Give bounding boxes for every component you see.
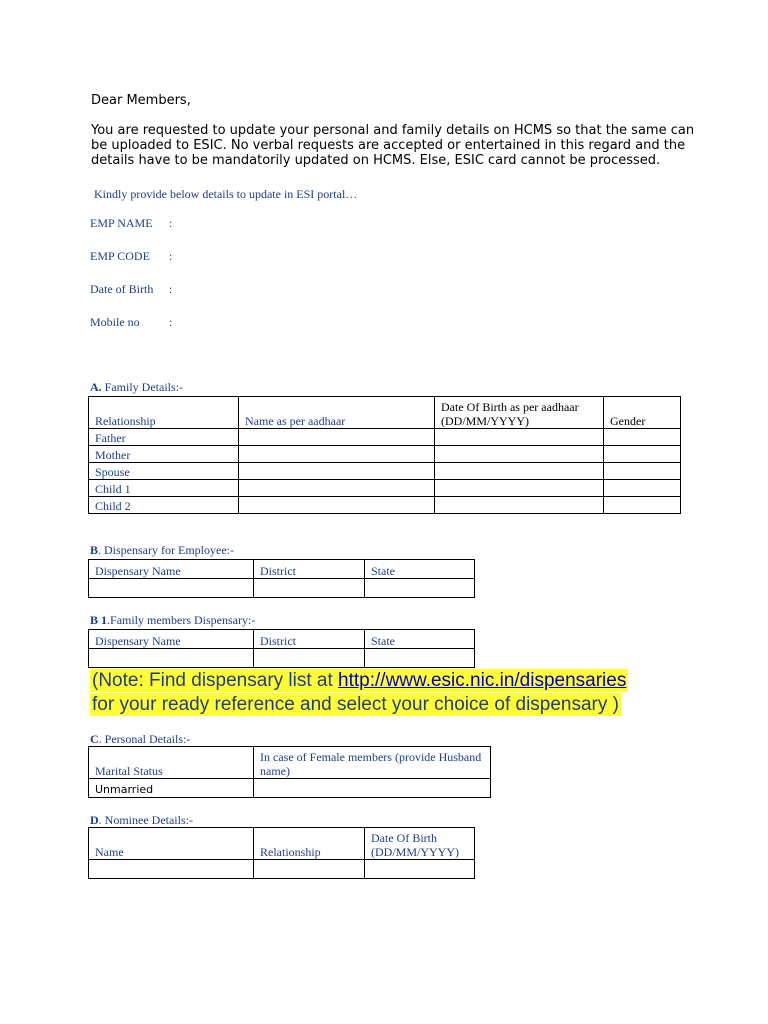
- name-cell[interactable]: [239, 497, 435, 514]
- header-state: State: [365, 630, 475, 649]
- state-cell[interactable]: [365, 649, 475, 668]
- row-relationship-child-1: Child 1: [89, 480, 239, 497]
- header-husband-name: In case of Female members (provide Husband name): [254, 747, 491, 779]
- dispensary-list-link[interactable]: http://www.esic.nic.in/dispensaries: [338, 670, 627, 691]
- field-label: EMP CODE: [90, 249, 150, 263]
- field-colon: :: [169, 315, 173, 329]
- field-colon: :: [169, 216, 173, 230]
- family-dispensary-table: [88, 629, 475, 668]
- dispensary-note-line-1: [90, 669, 628, 692]
- header-state: State: [365, 560, 475, 579]
- header-dob: Date Of Birth as per aadhaar (DD/MM/YYYY): [435, 397, 604, 429]
- table-row: [89, 779, 491, 798]
- section-letter: C: [90, 732, 99, 746]
- section-d-heading: [90, 813, 193, 828]
- field-emp-name: [90, 216, 290, 232]
- header-marital-status: Marital Status: [89, 747, 254, 779]
- dob-cell[interactable]: [435, 497, 604, 514]
- field-colon: :: [169, 282, 173, 296]
- name-cell[interactable]: [239, 463, 435, 480]
- dob-cell[interactable]: [435, 446, 604, 463]
- row-relationship-mother: Mother: [89, 446, 239, 463]
- gender-cell[interactable]: [604, 480, 681, 497]
- row-relationship-father: Father: [89, 429, 239, 446]
- district-cell[interactable]: [254, 579, 365, 598]
- section-letter: B 1: [90, 613, 108, 627]
- table-row: [89, 446, 681, 463]
- table-row: [89, 497, 681, 514]
- field-colon: :: [169, 249, 173, 263]
- letter-body-line-1: You are requested to update your personal and family details on HCMS so that the same can: [91, 123, 695, 138]
- section-b-heading: [90, 543, 234, 558]
- letter-body-line-3: details have to be mandatorily updated on HCMS. Else, ESIC card cannot be processed.: [91, 153, 661, 168]
- gender-cell[interactable]: [604, 429, 681, 446]
- gender-cell[interactable]: [604, 446, 681, 463]
- dob-cell[interactable]: [435, 429, 604, 446]
- header-gender: Gender: [604, 397, 681, 429]
- dispensary-note-line-2: for your ready reference and select your choice of dispensary ): [92, 694, 619, 715]
- header-name: Name as per aadhaar: [239, 397, 435, 429]
- section-title: . Dispensary for Employee:-: [98, 543, 234, 557]
- section-b1-heading: [90, 613, 255, 628]
- table-row: [89, 480, 681, 497]
- employee-dispensary-table: [88, 559, 475, 598]
- nominee-details-table: [88, 827, 475, 879]
- header-dispensary-name: Dispensary Name: [89, 630, 254, 649]
- header-relationship: Relationship: [254, 828, 365, 860]
- dob-cell[interactable]: [435, 480, 604, 497]
- field-label: Mobile no: [90, 315, 140, 329]
- letter-body-line-2: be uploaded to ESIC. No verbal requests are accepted or entertained in this regard and the: [91, 138, 686, 153]
- section-c-heading: [90, 732, 190, 747]
- section-title: . Nominee Details:-: [98, 813, 193, 827]
- field-mobile-no: [90, 315, 290, 331]
- name-cell[interactable]: [239, 429, 435, 446]
- dispensary-name-cell[interactable]: [89, 649, 254, 668]
- section-a-heading: [90, 380, 183, 395]
- row-relationship-child-2: Child 2: [89, 497, 239, 514]
- field-emp-code: [90, 249, 290, 265]
- section-title: .Family members Dispensary:-: [107, 613, 256, 627]
- greeting: Dear Members,: [91, 93, 191, 108]
- husband-name-cell[interactable]: [254, 779, 491, 798]
- dob-cell[interactable]: [435, 463, 604, 480]
- field-label: EMP NAME: [90, 216, 153, 230]
- header-name: Name: [89, 828, 254, 860]
- nominee-dob-cell[interactable]: [365, 860, 475, 879]
- section-title: Family Details:-: [104, 380, 183, 394]
- personal-details-table: [88, 746, 491, 798]
- header-district: District: [254, 560, 365, 579]
- section-letter: B: [90, 543, 99, 557]
- header-relationship: Relationship: [89, 397, 239, 429]
- nominee-name-cell[interactable]: [89, 860, 254, 879]
- table-row: [89, 860, 475, 879]
- header-dispensary-name: Dispensary Name: [89, 560, 254, 579]
- section-letter: A.: [90, 380, 102, 394]
- header-district: District: [254, 630, 365, 649]
- intro-text: Kindly provide below details to update in ESI portal…: [94, 187, 358, 201]
- dispensary-name-cell[interactable]: [89, 579, 254, 598]
- field-date-of-birth: [90, 282, 290, 298]
- name-cell[interactable]: [239, 446, 435, 463]
- table-row: [89, 649, 475, 668]
- table-row: [89, 429, 681, 446]
- marital-status-value[interactable]: Unmarried: [89, 779, 254, 798]
- gender-cell[interactable]: [604, 497, 681, 514]
- note-prefix: (Note: Find dispensary list at: [92, 670, 339, 691]
- name-cell[interactable]: [239, 480, 435, 497]
- gender-cell[interactable]: [604, 463, 681, 480]
- header-date-of-birth: Date Of Birth (DD/MM/YYYY): [365, 828, 475, 860]
- family-details-table: [88, 396, 681, 514]
- section-title: . Personal Details:-: [98, 732, 191, 746]
- row-relationship-spouse: Spouse: [89, 463, 239, 480]
- section-letter: D: [90, 813, 99, 827]
- table-row: [89, 463, 681, 480]
- nominee-relationship-cell[interactable]: [254, 860, 365, 879]
- district-cell[interactable]: [254, 649, 365, 668]
- state-cell[interactable]: [365, 579, 475, 598]
- table-row: [89, 579, 475, 598]
- field-label: Date of Birth: [90, 282, 154, 296]
